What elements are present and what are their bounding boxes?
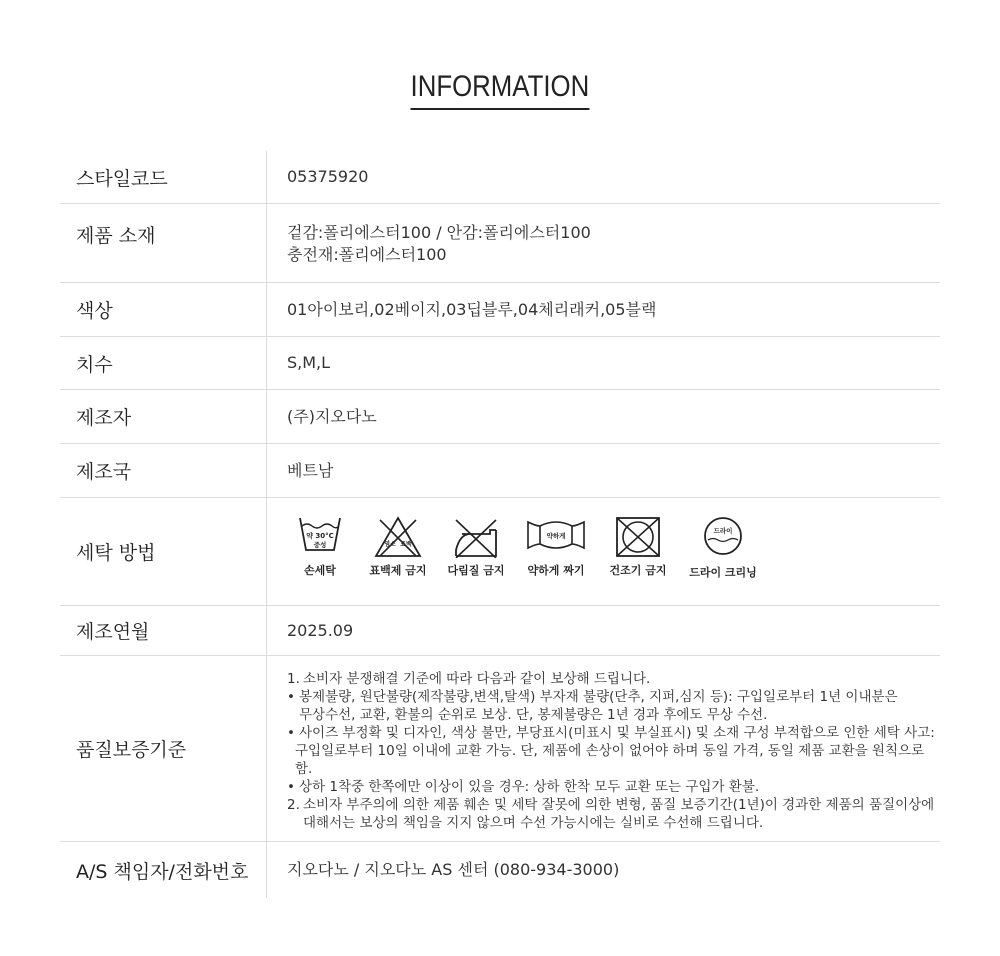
quality-item-2-line-2: 대해서는 보상의 책임을 지지 않으며 수선 가능시에는 실비로 수선해 드립니다. [303, 815, 764, 831]
as-contact: 지오다노 / 지오다노 AS 센터 (080-934-3000) [287, 860, 620, 879]
quality-bullet-3 [287, 778, 940, 796]
value-date [267, 606, 940, 655]
no-bleach-icon [374, 516, 422, 558]
hand-wash-temp: 약 30°C [306, 532, 334, 540]
value-manufacturer [267, 390, 940, 443]
care-item-no-iron [443, 516, 509, 578]
quality-bullet-3-line-1: 상하 1착중 한쪽에만 이상이 있을 경우: 상하 한착 모두 교환 또는 구입가 환불. [299, 779, 760, 795]
quality-bullet-1-mark: • [287, 689, 295, 705]
row-as [60, 842, 940, 898]
quality-bullet-1 [287, 688, 940, 724]
quality-bullet-1-line-1: 봉제불량, 원단불량(제작불량,변색,탈색) 부자재 불량(단추, 지퍼,심지 등): 구입일로부터 1년 이내분은 [299, 689, 898, 705]
label-style-code: 스타일코드 [60, 151, 267, 203]
quality-bullet-2-line-2: 구입일로부터 10일 이내에 교환 가능. 단, 제품에 손상이 없어야 하며 동일 가격, 동일 제품 교환을 원칙으로 함. [295, 743, 925, 777]
gentle-wring-text: 약하게 [546, 532, 566, 540]
row-style-code [60, 151, 940, 204]
style-code: 05375920 [287, 167, 369, 186]
country-name: 베트남 [287, 460, 334, 480]
gentle-wring-icon [526, 516, 586, 554]
row-country [60, 444, 940, 498]
info-table [60, 151, 940, 898]
value-as [267, 842, 940, 898]
care-item-gentle-wring [521, 516, 591, 578]
quality-bullet-1-line-2: 무상수선, 교환, 환불의 순위로 보상. 단, 봉제불량은 1년 경과 후에도 무상 수선. [299, 707, 768, 723]
label-as: A/S 책임자/전화번호 [60, 842, 267, 898]
quality-bullet-2-line-1: 사이즈 부정확 및 디자인, 색상 불만, 부당표시(미표시 및 부실표시) 및 소재 구성 부적합으로 인한 세탁 사고: [299, 725, 935, 741]
care-icons [267, 498, 940, 605]
dry-clean-icon [701, 516, 745, 556]
material-line-1: 겉감:폴리에스터100 / 안감:폴리에스터100 [287, 223, 591, 242]
no-iron-label: 다림질 금지 [447, 564, 505, 577]
hand-wash-icon [298, 516, 342, 554]
manufacturer-name: (주)지오다노 [287, 406, 377, 426]
row-material [60, 204, 940, 283]
value-material [267, 204, 940, 282]
label-manufacturer: 제조자 [60, 390, 267, 443]
page-title-wrap [0, 70, 1000, 110]
no-iron-icon [452, 516, 500, 558]
quality-item-1-num: 1. [287, 671, 300, 687]
no-tumble-dry-icon [615, 516, 661, 558]
quality-item-1-text: 소비자 분쟁해결 기준에 따라 다음과 같이 보상해 드립니다. [303, 671, 651, 687]
hand-wash-neutral: 중성 [313, 541, 327, 549]
hand-wash-label: 손세탁 [304, 564, 336, 577]
value-size [267, 337, 940, 389]
label-quality: 품질보증기준 [60, 656, 267, 841]
row-color [60, 283, 940, 337]
size-list: S,M,L [287, 353, 331, 372]
value-color [267, 283, 940, 336]
care-item-dry-clean [685, 516, 761, 580]
quality-item-2 [287, 796, 940, 832]
label-material: 제품 소재 [60, 204, 267, 282]
row-manufacturer [60, 390, 940, 444]
page-title: INFORMATION [411, 70, 590, 110]
manufacture-date: 2025.09 [287, 620, 354, 640]
value-country [267, 444, 940, 497]
row-washing [60, 498, 940, 606]
label-size: 치수 [60, 337, 267, 389]
value-style-code [267, 151, 940, 203]
color-list: 01아이보리,02베이지,03딥블루,04체리래커,05블랙 [287, 299, 657, 319]
no-bleach-bleach: 표백 [400, 541, 412, 548]
value-quality [267, 656, 940, 841]
dry-clean-text: 드라이 [713, 527, 733, 535]
label-washing: 세탁 방법 [60, 498, 267, 605]
care-item-no-bleach [365, 516, 431, 578]
care-item-no-tumble-dry [603, 516, 673, 578]
no-tumble-dry-label: 건조기 금지 [609, 564, 667, 577]
quality-bullet-2-mark: • [287, 725, 295, 741]
gentle-wring-label: 약하게 짜기 [527, 564, 585, 577]
care-item-hand-wash [287, 516, 353, 578]
quality-item-1 [287, 670, 940, 688]
quality-item-2-num: 2. [287, 797, 300, 813]
dry-clean-label: 드라이 크리닝 [689, 566, 757, 579]
label-date: 제조연월 [60, 606, 267, 655]
label-country: 제조국 [60, 444, 267, 497]
no-bleach-label: 표백제 금지 [369, 564, 427, 577]
row-date [60, 606, 940, 656]
material-line-2: 충전재:폴리에스터100 [287, 245, 447, 264]
no-bleach-chlorine: 염소 [384, 541, 396, 548]
quality-bullet-3-mark: • [287, 779, 295, 795]
row-quality [60, 656, 940, 842]
row-size [60, 337, 940, 390]
quality-bullet-2 [287, 724, 940, 778]
label-color: 색상 [60, 283, 267, 336]
quality-item-2-line-1: 소비자 부주의에 의한 제품 훼손 및 세탁 잘못에 의한 변형, 품질 보증기간(1년)이 경과한 제품의 품질이상에 [303, 797, 935, 813]
